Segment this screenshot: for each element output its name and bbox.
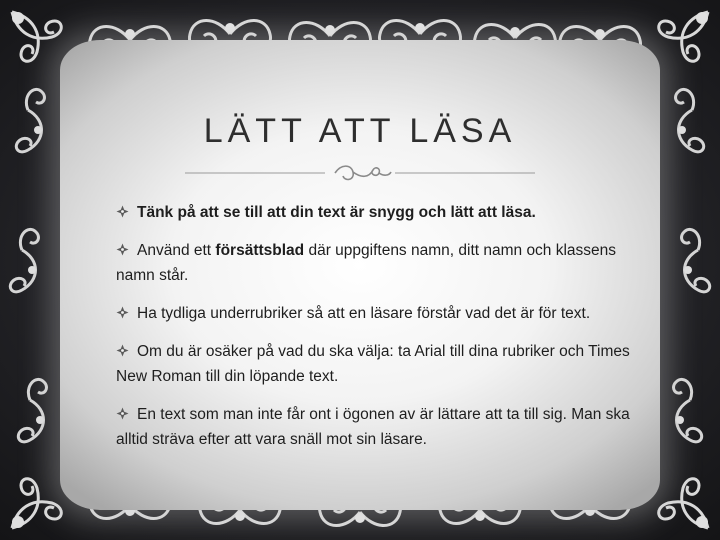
list-item — [116, 200, 636, 225]
bullet-list — [116, 200, 636, 465]
list-item-text: Tänk på att se till att din text är snygg och lätt att läsa. — [137, 204, 536, 221]
diamond-bullet-icon — [116, 243, 129, 256]
list-item — [116, 301, 636, 326]
list-item-text: Ha tydliga underrubriker så att en läsare förstår vad det är för text. — [137, 305, 591, 322]
list-item-text: Om du är osäker på vad du ska välja: ta Arial till dina rubriker och Times New Roman till din löpande text. — [116, 343, 630, 385]
diamond-bullet-icon — [116, 306, 129, 319]
list-item-text-before: Använd ett — [137, 242, 216, 259]
list-item — [116, 238, 636, 288]
list-item-text: En text som man inte får ont i ögonen av är lättare att ta till sig. Man ska alltid sträva efter att vara snäll mot sin läsare. — [116, 406, 630, 448]
list-item — [116, 339, 636, 389]
diamond-bullet-icon — [116, 205, 129, 218]
diamond-bullet-icon — [116, 344, 129, 357]
slide-title: LÄTT ATT LÄSA — [203, 112, 517, 150]
list-item-text-bold: försättsblad — [215, 242, 305, 259]
list-item-text-after: där uppgiftens namn, ditt namn och klassens namn står. — [116, 242, 617, 284]
flourish-divider-icon — [185, 160, 535, 186]
list-item — [116, 402, 636, 452]
diamond-bullet-icon — [116, 407, 129, 420]
